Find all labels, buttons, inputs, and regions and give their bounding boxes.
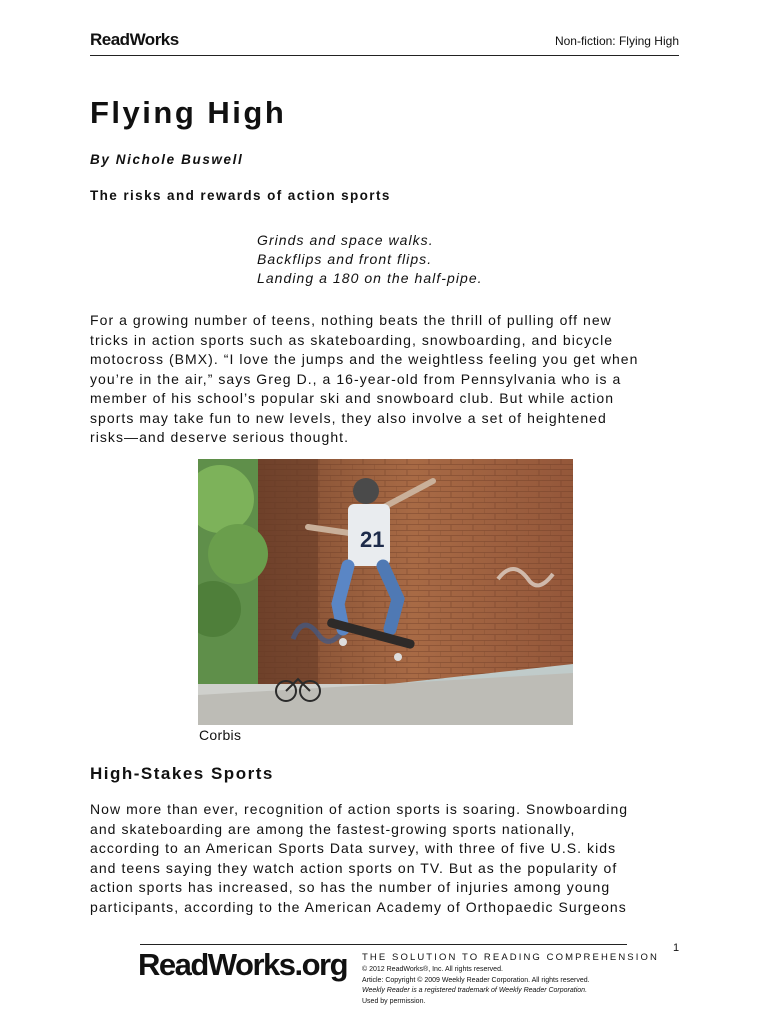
paragraph-line: Now more than ever, recognition of action sports is soaring. Snowboarding [90, 801, 629, 817]
photo-credit: Corbis [199, 727, 242, 743]
legal-line: Used by permission. [362, 997, 426, 1005]
legal-line: © 2012 ReadWorks®, Inc. All rights reserved. [362, 966, 503, 973]
paragraph-line: risks—and deserve serious thought. [90, 429, 350, 445]
legal-line: Article: Copyright © 2009 Weekly Reader Corporation. All rights reserved. [362, 976, 590, 984]
paragraph-line: according to an American Sports Data survey, with three of five U.S. kids [90, 840, 617, 856]
header-logo: ReadWorks [90, 30, 179, 49]
intro-paragraph [90, 311, 682, 448]
paragraph-line: you’re in the air,” says Greg D., a 16-year-old from Pennsylvania who is a [90, 370, 622, 387]
footer-rule [140, 944, 627, 945]
paragraph-line: member of his school’s popular ski and snowboard club. But while action [90, 390, 615, 406]
paragraph-line: and skateboarding are among the fastest-growing sports nationally, [90, 820, 576, 837]
footer-tagline: THE SOLUTION TO READING COMPREHENSION [362, 952, 659, 963]
footer-logo: ReadWorks.org [138, 947, 348, 982]
paragraph-line: participants, according to the American Academy of Orthopaedic Surgeons [90, 898, 627, 915]
article-byline: By Nichole Buswell [90, 152, 244, 167]
poem-line: Grinds and space walks. [257, 232, 434, 248]
poem-line: Backflips and front flips. [257, 251, 433, 267]
article-subtitle: The risks and rewards of action sports [90, 188, 391, 203]
paragraph-line: sports may take fun to new levels, they also involve a set of heightened [90, 409, 607, 426]
paragraph-line: For a growing number of teens, nothing beats the thrill of pulling off new [90, 312, 612, 328]
page-number: 1 [673, 942, 680, 954]
paragraph-line: action sports has increased, so has the number of injuries among young [90, 879, 611, 895]
section-paragraph [90, 800, 682, 917]
footer-legal [362, 965, 590, 1007]
paragraph-line: motocross (BMX). “I love the jumps and the weightless feeling you get when [90, 351, 639, 367]
skateboarder-photo [198, 459, 573, 725]
article-title: Flying High [90, 95, 287, 130]
header-rule [90, 55, 679, 56]
poem [257, 231, 483, 288]
legal-line: Weekly Reader is a registered trademark of Weekly Reader Corporation. [362, 987, 588, 994]
poem-line: Landing a 180 on the half-pipe. [257, 270, 483, 286]
svg-text:21: 21 [360, 527, 385, 552]
paragraph-line: tricks in action sports such as skateboarding, snowboarding, and bicycle [90, 331, 614, 348]
paragraph-line: and teens saying they watch action sports on TV. But as the popularity of [90, 859, 618, 876]
section-heading: High-Stakes Sports [90, 764, 274, 783]
header-section-label: Non-fiction: Flying High [554, 34, 679, 48]
